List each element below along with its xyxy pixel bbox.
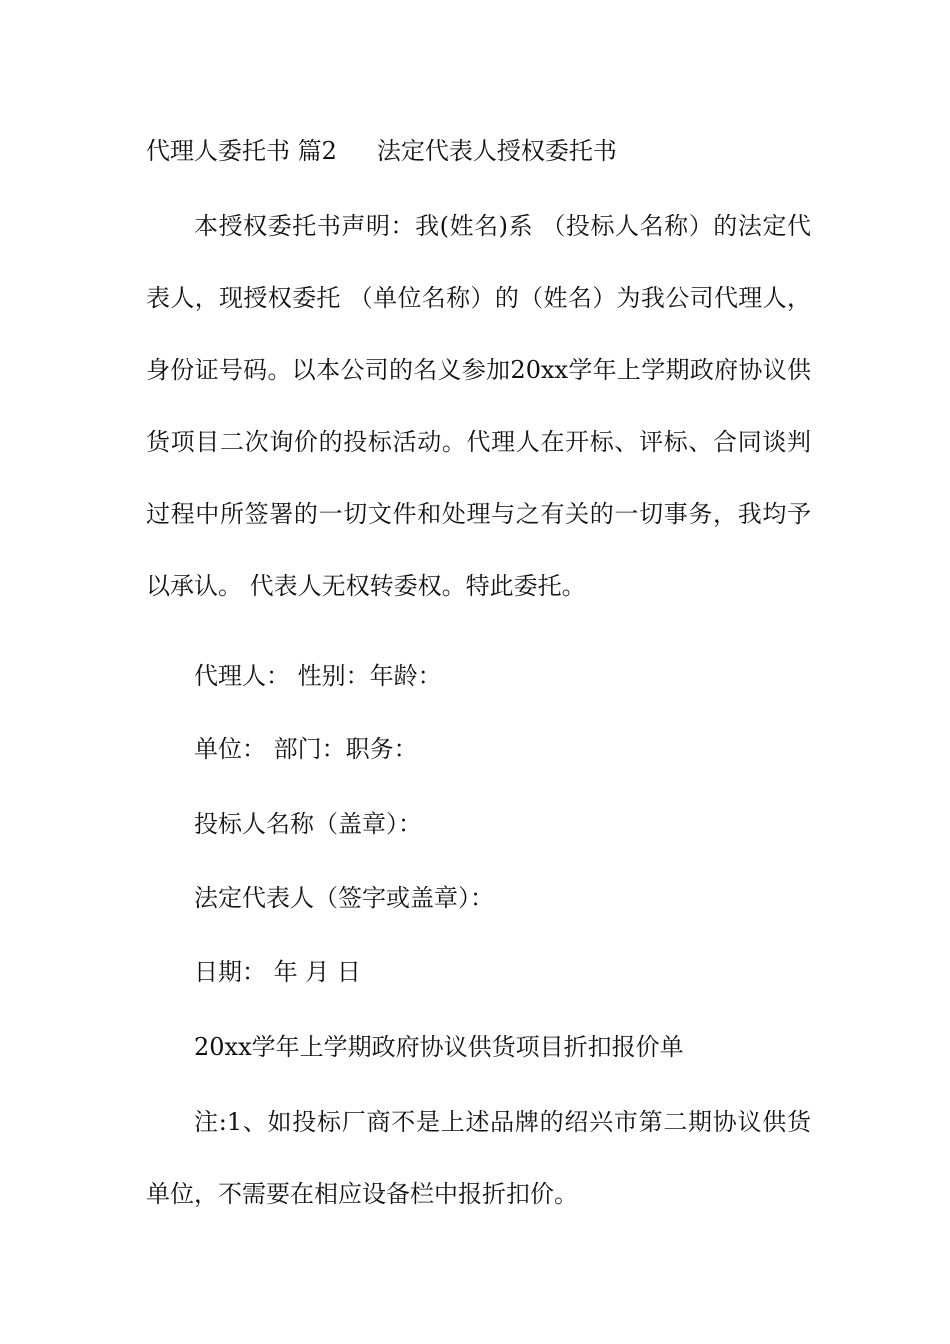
date-field: 日期： 年 月 日: [194, 958, 361, 986]
authorization-paragraph: 本授权委托书声明：我(姓名)系 （投标人名称）的法定代表人，现授权委托 （单位名称）的（姓名）为我公司代理人，身份证号码。以本公司的名义参加20xx学年上学期政府协议供货项目二次询价的投标活动。代理人在开标、评标、合同谈判过程中所签署的一切文件和处理与之有关的一切事务，我均予以承认。 代表人无权转委权。特此委托。: [146, 212, 811, 600]
agent-field: 代理人： 性别：年龄：: [194, 662, 442, 690]
document-heading: [146, 133, 617, 169]
note-paragraph: 注:1、如投标厂商不是上述品牌的绍兴市第二期协议供货单位，不需要在相应设备栏中报折扣价。: [146, 1108, 811, 1208]
legal-representative-field: 法定代表人（签字或盖章）：: [194, 884, 494, 912]
unit-field: 单位： 部门：职务：: [194, 735, 418, 763]
heading-left: 代理人委托书 篇2: [146, 137, 337, 165]
quote-sheet-title: 20xx学年上学期政府协议供货项目折扣报价单: [194, 1033, 684, 1061]
heading-right: 法定代表人授权委托书: [376, 137, 617, 165]
bidder-name-field: 投标人名称（盖章）：: [194, 810, 422, 838]
